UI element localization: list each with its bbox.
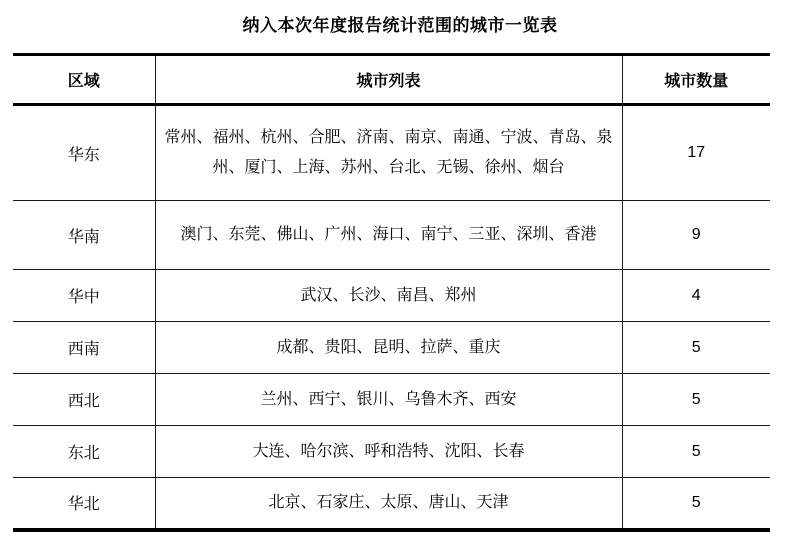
count-cell: 5 xyxy=(691,390,701,408)
region-cell: 华东 xyxy=(13,105,155,201)
count-cell: 17 xyxy=(687,144,706,161)
table-row-xinan xyxy=(13,322,770,374)
header-city-list: 城市列表 xyxy=(155,55,622,105)
header-city-count: 城市数量 xyxy=(664,73,729,90)
region-cell: 华中 xyxy=(13,270,155,322)
cities-cell: 北京、石家庄、太原、唐山、天津 xyxy=(155,478,622,530)
region-cell: 西北 xyxy=(13,374,155,426)
table-row-huadong xyxy=(13,105,770,201)
region-cell: 华北 xyxy=(13,478,155,530)
cities-cell: 澳门、东莞、佛山、广州、海口、南宁、三亚、深圳、香港 xyxy=(155,201,622,270)
cities-cell: 兰州、西宁、银川、乌鲁木齐、西安 xyxy=(155,374,622,426)
count-cell: 5 xyxy=(691,493,701,511)
cities-cell: 大连、哈尔滨、呼和浩特、沈阳、长春 xyxy=(155,426,622,478)
header-row xyxy=(13,55,770,105)
table-row-xibei xyxy=(13,374,770,426)
count-cell: 5 xyxy=(691,442,701,460)
header-region: 区域 xyxy=(13,55,155,105)
region-cell: 西南 xyxy=(13,322,155,374)
table-row-huabei xyxy=(13,478,770,530)
count-cell: 9 xyxy=(691,226,701,243)
table-row-dongbei xyxy=(13,426,770,478)
cities-table xyxy=(13,53,770,532)
table-row-huanan xyxy=(13,201,770,270)
region-cell: 东北 xyxy=(13,426,155,478)
region-cell: 华南 xyxy=(13,201,155,270)
cities-cell: 武汉、长沙、南昌、郑州 xyxy=(155,270,622,322)
count-cell: 4 xyxy=(691,286,701,304)
table-row-huazhong xyxy=(13,270,770,322)
count-cell: 5 xyxy=(691,338,701,356)
table-title: 纳入本次年度报告统计范围的城市一览表 xyxy=(242,16,558,35)
cities-cell: 成都、贵阳、昆明、拉萨、重庆 xyxy=(155,322,622,374)
cities-cell: 常州、福州、杭州、合肥、济南、南京、南通、宁波、青岛、泉州、厦门、上海、苏州、台北、无锡、徐州、烟台 xyxy=(155,105,622,201)
